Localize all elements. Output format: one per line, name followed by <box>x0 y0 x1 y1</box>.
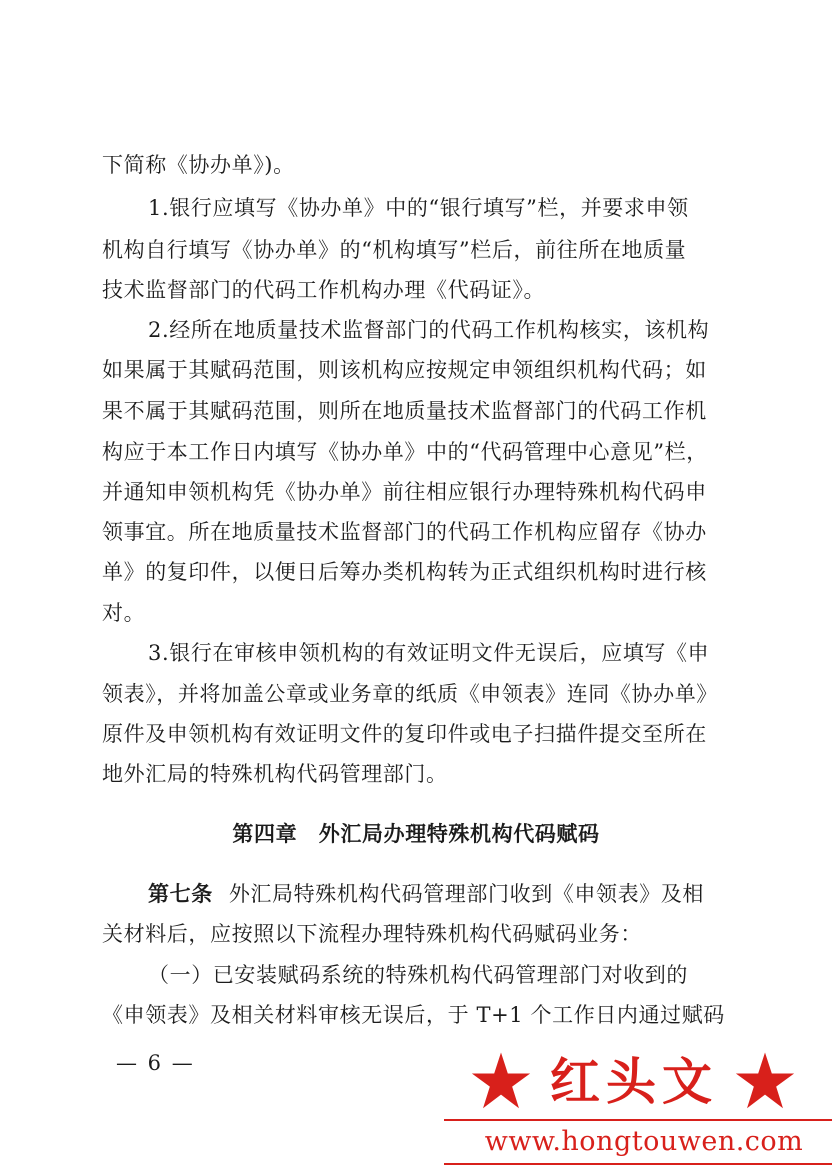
text-line: 《申领表》及相关材料审核无误后，于 T+1 个工作日内通过赋码 <box>102 1003 725 1027</box>
chapter-heading: 第四章 外汇局办理特殊机构代码赋码 <box>232 822 600 846</box>
text-line: 并通知申领机构凭《协办单》前往相应银行办理特殊机构代码申 <box>102 480 707 504</box>
text-line: 如果属于其赋码范围，则该机构应按规定申领组织机构代码；如 <box>102 358 707 382</box>
text-line: 下简称《协办单》)。 <box>102 153 295 177</box>
watermark-title: 红头文 <box>550 1052 718 1111</box>
text-line: 关材料后，应按照以下流程办理特殊机构代码赋码业务： <box>102 922 642 946</box>
watermark-divider <box>444 1119 832 1121</box>
text-line: 1.银行应填写《协办单》中的“银行填写”栏，并要求申领 <box>148 196 689 220</box>
star-icon <box>470 1050 532 1112</box>
article-label: 第七条 <box>148 882 213 906</box>
text-line: 机构自行填写《协办单》的“机构填写”栏后，前往所在地质量 <box>102 238 687 262</box>
watermark-url: www.hongtouwen.com <box>484 1126 804 1157</box>
text-line: 2.经所在地质量技术监督部门的代码工作机构核实，该机构 <box>148 318 710 342</box>
text-line: 技术监督部门的代码工作机构办理《代码证》。 <box>102 278 546 302</box>
text-line: 单》的复印件，以便日后筹办类机构转为正式组织机构时进行核 <box>102 560 707 584</box>
text-line: 领事宜。所在地质量技术监督部门的代码工作机构应留存《协办 <box>102 520 707 544</box>
text-line: 果不属于其赋码范围，则所在地质量技术监督部门的代码工作机 <box>102 399 707 423</box>
watermark-banner <box>462 1050 802 1114</box>
text-line: 原件及申领机构有效证明文件的复印件或电子扫描件提交至所在 <box>102 722 707 746</box>
article-text: 外汇局特殊机构代码管理部门收到《申领表》及相 <box>228 882 705 906</box>
page-number: — 6 — <box>116 1051 195 1075</box>
article-line <box>148 879 722 909</box>
text-line: 3.银行在审核申领机构的有效证明文件无误后，应填写《申 <box>148 641 710 665</box>
text-line: （一）已安装赋码系统的特殊机构代码管理部门对收到的 <box>148 963 688 987</box>
text-line: 领表》，并将加盖公章或业务章的纸质《申领表》连同《协办单》 <box>102 682 718 706</box>
text-line: 地外汇局的特殊机构代码管理部门。 <box>102 762 448 786</box>
star-icon <box>734 1050 796 1112</box>
text-line: 对。 <box>102 601 146 625</box>
watermark-divider <box>444 1163 832 1165</box>
text-line: 构应于本工作日内填写《协办单》中的“代码管理中心意见”栏， <box>102 440 708 464</box>
